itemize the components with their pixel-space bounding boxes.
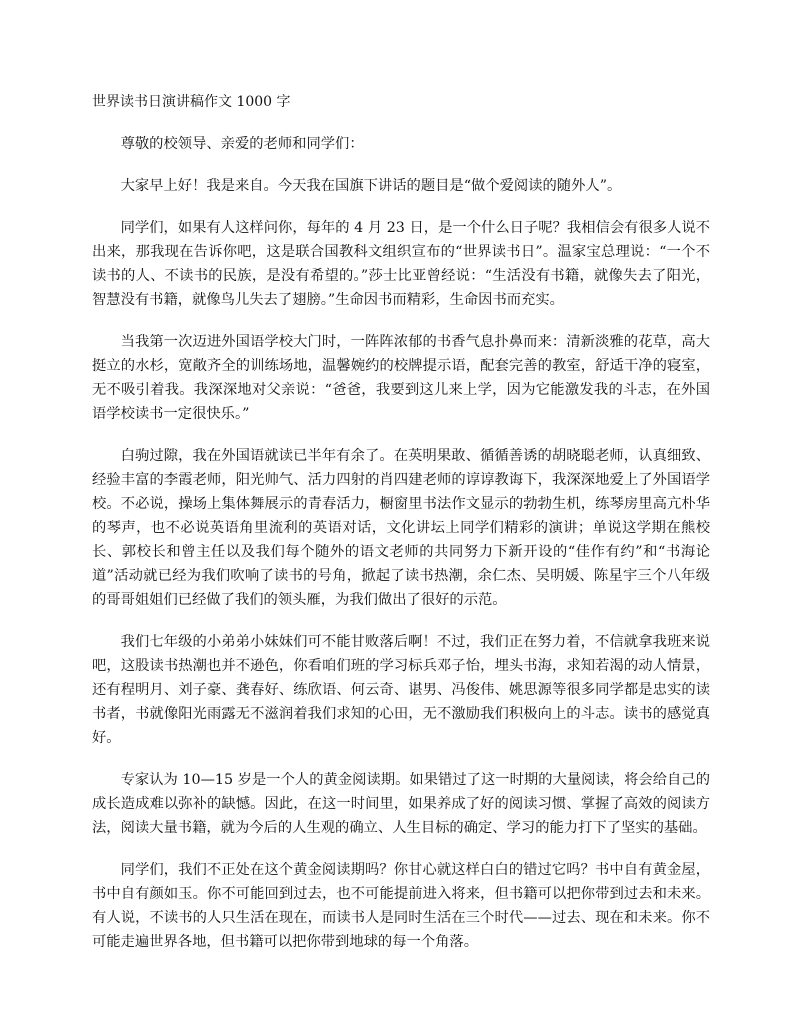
paragraph-salutation: 尊敬的校领导、亲爱的老师和同学们： xyxy=(120,136,364,152)
paragraph-classmates: 我们七年级的小弟弟小妹妹们可不能甘败落后啊！不过，我们正在努力着，不信就拿我班来说吧，这股读书热潮也并不逊色，你看咱们班的学习标兵邓子怡，埋头书海，求知若渴的动人情景，还有程明月、刘子豪、龚春好、练欣语、何云奇、谌男、冯俊伟、姚思源等很多同学都是忠实的读书者，书就像阳光雨露无不滋润着我们求知的心田，无不激励我们积极向上的斗志。读书的感觉真好。 xyxy=(92,634,710,746)
paragraph-conclusion: 同学们，我们不正处在这个黄金阅读期吗？你甘心就这样白白的错过它吗？书中自有黄金屋，书中自有颜如玉。你不可能回到过去，也不可能提前进入将来，但书籍可以把你带到过去和未来。有人说，不读书的人只生活在现在，而读书人是同时生活在三个时代——过去、现在和未来。你不可能走遍世界各地，但书籍可以把你带到地球的每一个角落。 xyxy=(92,862,710,950)
document-title: 世界读书日演讲稿作文 1000 字 xyxy=(92,94,291,110)
paragraph-world-book-day: 同学们，如果有人这样问你，每年的 4 月 23 日，是一个什么日子呢？我相信会有很多人说不出来，那我现在告诉你吧，这是联合国教科文组织宣布的“世界读书日”。温家宝总理说：“一个不读书的人、不读书的民族，是没有希望的。”莎士比亚曾经说：“生活没有书籍，就像失去了阳光，智慧没有书籍，就像鸟儿失去了翅膀。”生命因书而精彩，生命因书而充实。 xyxy=(92,220,710,308)
paragraph-teachers: 白驹过隙，我在外国语就读已半年有余了。在英明果敢、循循善诱的胡晓聪老师，认真细致、经验丰富的李霞老师，阳光帅气、活力四射的肖四建老师的谆谆教诲下，我深深地爱上了外国语学校。不必说，操场上集体舞展示的青春活力，橱窗里书法作文显示的勃勃生机，练琴房里高亢朴华的琴声，也不必说英语角里流利的英语对话，文化讲坛上同学们精彩的演讲；单说这学期在熊校长、郭校长和曾主任以及我们每个随外的语文老师的共同努力下新开设的“佳作有约”和“书海论道”活动就已经为我们吹响了读书的号角，掀起了读书热潮，余仁杰、吴明媛、陈星宇三个八年级的哥哥姐姐们已经做了我们的领头雁，为我们做出了很好的示范。 xyxy=(92,448,710,608)
paragraph-first-day: 当我第一次迈进外国语学校大门时，一阵阵浓郁的书香气息扑鼻而来：清新淡雅的花草，高大挺立的水杉，宽敞齐全的训练场地，温馨婉约的校牌提示语，配套完善的教室，舒适干净的寝室，无不吸引着我。我深深地对父亲说：“爸爸，我要到这儿来上学，因为它能激发我的斗志，在外国语学校读书一定很快乐。” xyxy=(92,334,710,422)
paragraph-greeting: 大家早上好！我是来自。今天我在国旗下讲话的题目是“做个爱阅读的随外人”。 xyxy=(120,178,622,194)
paragraph-golden-period: 专家认为 10—15 岁是一个人的黄金阅读期。如果错过了这一时期的大量阅读，将会给自己的成长造成难以弥补的缺憾。因此，在这一时间里，如果养成了好的阅读习惯、掌握了高效的阅读方法，阅读大量书籍，就为今后的人生观的确立、人生目标的确定、学习的能力打下了坚实的基础。 xyxy=(92,772,710,836)
